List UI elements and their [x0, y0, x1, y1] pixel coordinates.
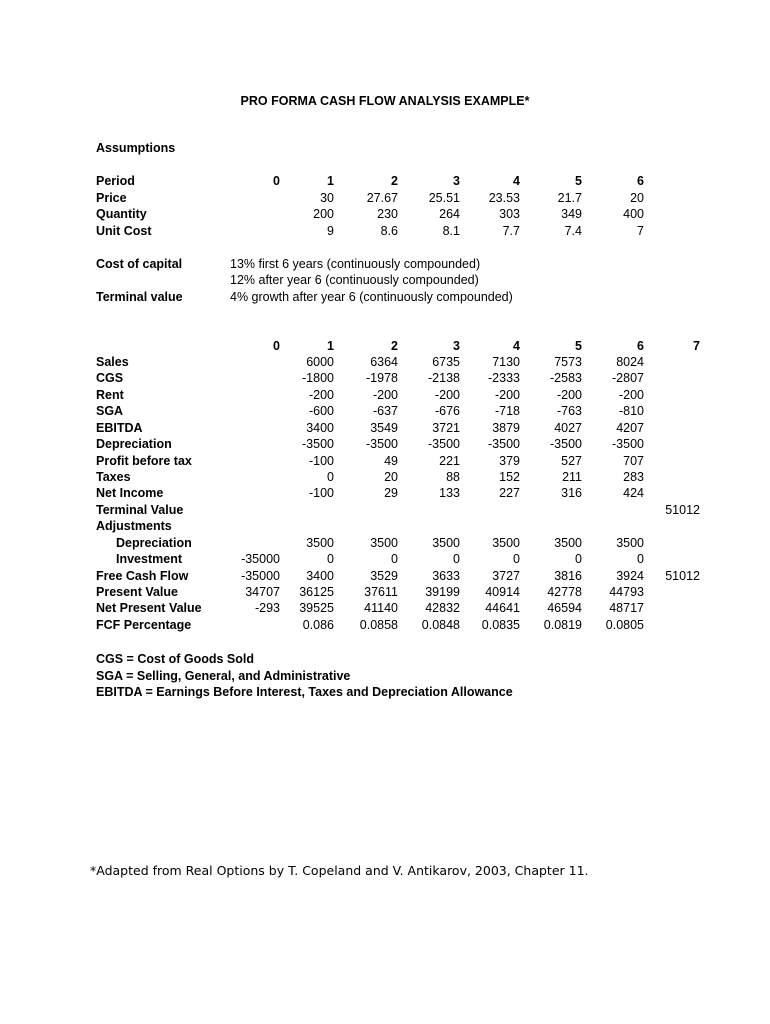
cashflow-cell: -200 — [308, 388, 334, 402]
cashflow-cell: 0 — [513, 552, 520, 566]
cashflow-cell: -1800 — [302, 371, 334, 385]
assumption-cell: 7.4 — [564, 224, 582, 238]
cashflow-cell: -200 — [494, 388, 520, 402]
cashflow-cell: 3500 — [370, 536, 398, 550]
cashflow-cell: -763 — [556, 404, 582, 418]
cashflow-cell: 707 — [623, 454, 644, 468]
cashflow-cell: 0 — [327, 552, 334, 566]
cashflow-cell: -200 — [434, 388, 460, 402]
cashflow-row-label: Sales — [96, 355, 129, 369]
cashflow-cell: -1978 — [366, 371, 398, 385]
cashflow-row-label: SGA — [96, 404, 124, 418]
assumption-cell: 27.67 — [366, 191, 398, 205]
assumption-cell: 9 — [327, 224, 334, 238]
cashflow-cell: -100 — [308, 486, 334, 500]
assumption-row-label: Unit Cost — [96, 224, 152, 238]
cashflow-header-cell: 4 — [513, 339, 520, 353]
cashflow-cell: 39525 — [299, 601, 334, 615]
footnote: *Adapted from Real Options by T. Copeland and V. Antikarov, 2003, Chapter 11. — [90, 863, 589, 878]
cashflow-cell: 3400 — [306, 421, 334, 435]
assumption-cell: 8.1 — [442, 224, 460, 238]
assumption-row-label: Price — [96, 191, 127, 205]
cashflow-header-cell: 6 — [637, 339, 644, 353]
cashflow-row-label: Net Income — [96, 486, 164, 500]
cashflow-cell: 6364 — [370, 355, 398, 369]
cashflow-header-cell: 7 — [693, 339, 700, 353]
cashflow-cell: 46594 — [547, 601, 582, 615]
cost-of-capital-line-2: 12% after year 6 (continuously compounded) — [230, 273, 479, 287]
assumption-cell: 1 — [327, 174, 334, 188]
cashflow-cell: -3500 — [612, 437, 644, 451]
cashflow-row-label: Adjustments — [96, 519, 172, 533]
assumption-cell: 400 — [623, 207, 644, 221]
cashflow-row-label: Net Present Value — [96, 601, 202, 615]
cashflow-cell: 3549 — [370, 421, 398, 435]
cashflow-cell: -3500 — [366, 437, 398, 451]
terminal-value-text: 4% growth after year 6 (continuously compounded) — [230, 290, 513, 304]
assumption-cell: 21.7 — [557, 191, 582, 205]
cashflow-row-label: Depreciation — [96, 437, 172, 451]
cashflow-cell: -200 — [556, 388, 582, 402]
cashflow-cell: 20 — [384, 470, 398, 484]
cashflow-cell: 0 — [453, 552, 460, 566]
cashflow-cell: -3500 — [428, 437, 460, 451]
cashflow-row-label: CGS — [96, 371, 124, 385]
cashflow-cell: 3500 — [616, 536, 644, 550]
definition-ebitda: EBITDA = Earnings Before Interest, Taxes and Depreciation Allowance — [96, 685, 513, 699]
cashflow-cell: 41140 — [364, 601, 398, 615]
cashflow-cell: -718 — [494, 404, 520, 418]
cashflow-cell: 3924 — [616, 569, 644, 583]
assumption-cell: 6 — [637, 174, 644, 188]
cashflow-cell: 8024 — [616, 355, 644, 369]
assumption-cell: 230 — [377, 207, 398, 221]
cashflow-row-label: FCF Percentage — [96, 618, 192, 632]
cashflow-cell: 7130 — [492, 355, 520, 369]
page-title: PRO FORMA CASH FLOW ANALYSIS EXAMPLE* — [240, 94, 530, 108]
cashflow-cell: 3879 — [492, 421, 520, 435]
definition-cgs: CGS = Cost of Goods Sold — [96, 652, 254, 666]
cashflow-cell: 316 — [561, 486, 582, 500]
cashflow-cell: -293 — [254, 601, 280, 615]
cashflow-cell: 221 — [439, 454, 460, 468]
cashflow-cell: 527 — [561, 454, 582, 468]
assumption-cell: 4 — [513, 174, 520, 188]
cashflow-cell: 3727 — [492, 569, 520, 583]
cashflow-cell: 152 — [499, 470, 520, 484]
cashflow-cell: 0 — [327, 470, 334, 484]
assumption-cell: 2 — [391, 174, 398, 188]
cashflow-cell: 37611 — [364, 585, 398, 599]
cashflow-cell: 40914 — [485, 585, 520, 599]
cashflow-cell: -2138 — [428, 371, 460, 385]
cashflow-cell: 51012 — [665, 503, 700, 517]
cashflow-cell: 3500 — [432, 536, 460, 550]
cashflow-cell: 3500 — [306, 536, 334, 550]
assumption-cell: 3 — [453, 174, 460, 188]
terminal-value-label: Terminal value — [96, 290, 183, 304]
cashflow-cell: -100 — [308, 454, 334, 468]
cashflow-cell: 283 — [623, 470, 644, 484]
assumption-cell: 303 — [499, 207, 520, 221]
cashflow-cell: 133 — [439, 486, 460, 500]
cashflow-cell: 6735 — [432, 355, 460, 369]
cashflow-cell: 3529 — [370, 569, 398, 583]
cashflow-cell: 36125 — [299, 585, 334, 599]
cashflow-row-label: Profit before tax — [96, 454, 192, 468]
cashflow-cell: 0.0858 — [359, 618, 398, 632]
assumption-cell: 7.7 — [502, 224, 520, 238]
cashflow-cell: -35000 — [241, 552, 280, 566]
cashflow-cell: -200 — [618, 388, 644, 402]
cashflow-cell: -637 — [372, 404, 398, 418]
cashflow-cell: 227 — [499, 486, 520, 500]
assumption-cell: 349 — [561, 207, 582, 221]
cashflow-cell: 88 — [446, 470, 460, 484]
cashflow-cell: 49 — [384, 454, 398, 468]
cashflow-cell: -3500 — [550, 437, 582, 451]
cashflow-cell: -200 — [372, 388, 398, 402]
cashflow-cell: 211 — [562, 470, 582, 484]
cashflow-cell: -35000 — [241, 569, 280, 583]
cashflow-header-cell: 0 — [273, 339, 280, 353]
cashflow-cell: 6000 — [306, 355, 334, 369]
cashflow-cell: -3500 — [488, 437, 520, 451]
cashflow-cell: 3721 — [432, 421, 460, 435]
cashflow-row-label: Present Value — [96, 585, 178, 599]
assumption-row-label: Period — [96, 174, 135, 188]
cashflow-cell: 4207 — [616, 421, 644, 435]
cashflow-cell: 39199 — [425, 585, 460, 599]
cashflow-cell: -810 — [618, 404, 644, 418]
cashflow-row-label: Taxes — [96, 470, 131, 484]
cashflow-header-cell: 3 — [453, 339, 460, 353]
cashflow-cell: 0 — [575, 552, 582, 566]
cashflow-cell: 3500 — [554, 536, 582, 550]
cashflow-cell: 0.0805 — [605, 618, 644, 632]
cashflow-cell: 0 — [637, 552, 644, 566]
cashflow-cell: 48717 — [609, 601, 644, 615]
assumption-cell: 5 — [575, 174, 582, 188]
cashflow-cell: -676 — [434, 404, 460, 418]
cashflow-cell: 44793 — [609, 585, 644, 599]
cashflow-header-cell: 2 — [391, 339, 398, 353]
cashflow-cell: -2333 — [488, 371, 520, 385]
assumption-cell: 0 — [273, 174, 280, 188]
cashflow-cell: 7573 — [554, 355, 582, 369]
assumption-cell: 25.51 — [428, 191, 460, 205]
cashflow-cell: 29 — [384, 486, 398, 500]
assumption-cell: 8.6 — [380, 224, 398, 238]
cashflow-cell: 0.0819 — [543, 618, 582, 632]
cashflow-row-label: Rent — [96, 388, 124, 402]
cashflow-cell: -2583 — [550, 371, 582, 385]
assumption-row-label: Quantity — [96, 207, 147, 221]
assumption-cell: 7 — [637, 224, 644, 238]
assumptions-heading: Assumptions — [96, 141, 176, 155]
cashflow-header-cell: 5 — [575, 339, 582, 353]
assumption-cell: 200 — [313, 207, 334, 221]
cashflow-cell: 0 — [391, 552, 398, 566]
cashflow-cell: -2807 — [612, 371, 644, 385]
cashflow-cell: -3500 — [302, 437, 334, 451]
cashflow-cell: 3500 — [492, 536, 520, 550]
cashflow-cell: 3400 — [306, 569, 334, 583]
definition-sga: SGA = Selling, General, and Administrative — [96, 669, 351, 683]
cashflow-row-label: Investment — [116, 552, 182, 566]
cashflow-cell: 42778 — [547, 585, 582, 599]
cashflow-row-label: Free Cash Flow — [96, 569, 189, 583]
assumption-cell: 30 — [320, 191, 334, 205]
cashflow-cell: 3816 — [554, 569, 582, 583]
cashflow-cell: 4027 — [554, 421, 582, 435]
cashflow-cell: 42832 — [425, 601, 460, 615]
cashflow-row-label: Terminal Value — [96, 503, 184, 517]
assumption-cell: 20 — [630, 191, 644, 205]
cashflow-cell: 44641 — [485, 601, 520, 615]
cashflow-cell: -600 — [308, 404, 334, 418]
assumption-cell: 23.53 — [488, 191, 520, 205]
cashflow-row-label: Depreciation — [116, 536, 192, 550]
cashflow-header-cell: 1 — [327, 339, 334, 353]
cashflow-cell: 51012 — [665, 569, 700, 583]
cashflow-cell: 0.0835 — [481, 618, 520, 632]
cashflow-row-label: EBITDA — [96, 421, 143, 435]
cashflow-cell: 3633 — [432, 569, 460, 583]
cashflow-cell: 34707 — [245, 585, 280, 599]
cost-of-capital-line-1: 13% first 6 years (continuously compounded) — [230, 257, 481, 271]
cost-of-capital-label: Cost of capital — [96, 257, 183, 271]
assumption-cell: 264 — [439, 207, 460, 221]
cashflow-cell: 424 — [623, 486, 644, 500]
cashflow-cell: 0.0848 — [421, 618, 460, 632]
cashflow-cell: 379 — [499, 454, 520, 468]
cashflow-cell: 0.086 — [302, 618, 334, 632]
